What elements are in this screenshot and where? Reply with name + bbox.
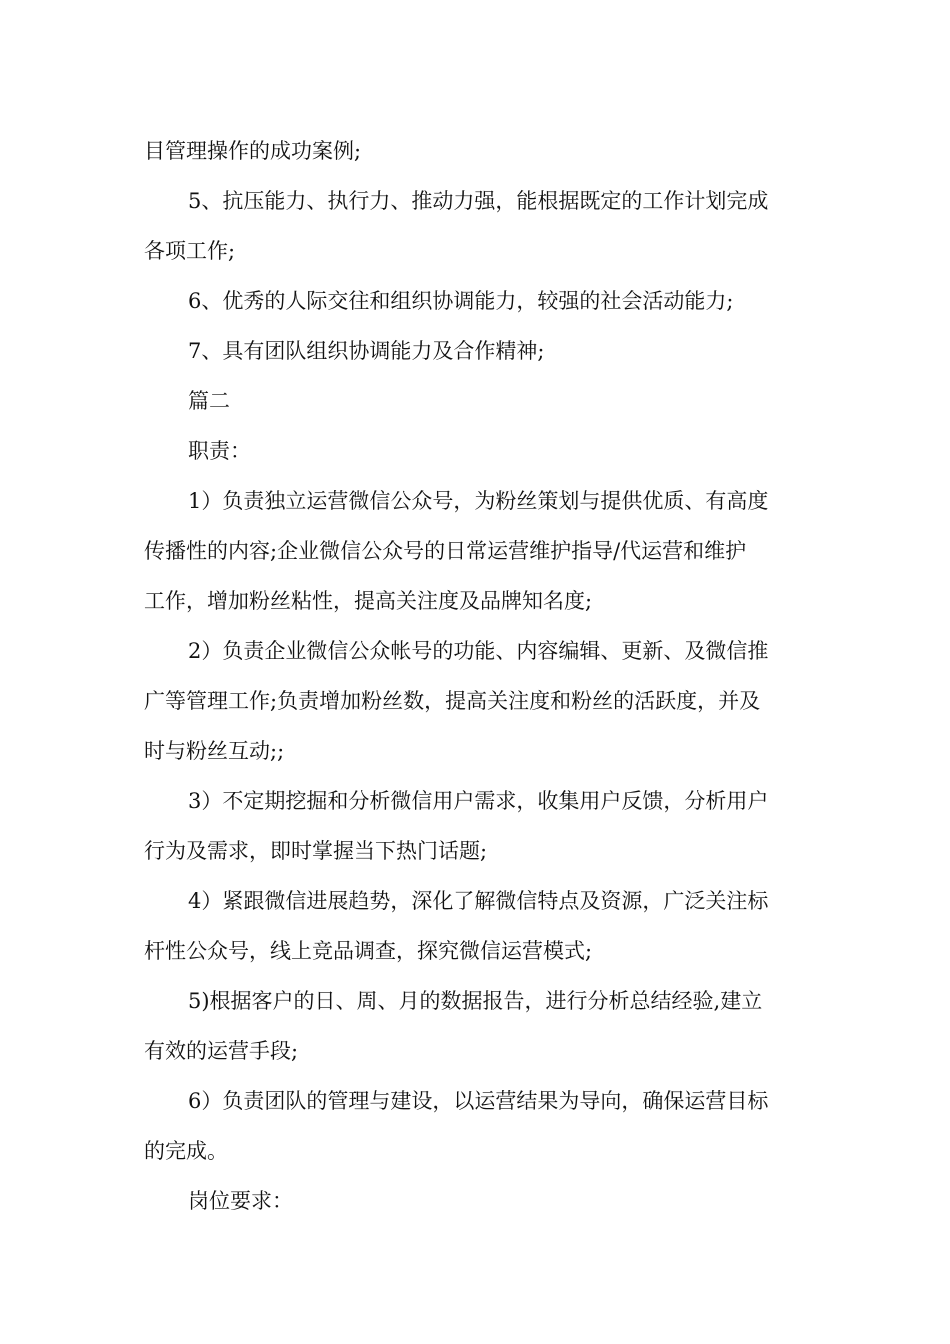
text-line: 5)根据客户的日、周、月的数据报告，进行分析总结经验,建立 [188,989,763,1013]
text-line: 行为及需求，即时掌握当下热门话题; [144,839,488,863]
text-line: 各项工作; [144,239,236,263]
text-line: 广等管理工作;负责增加粉丝数，提高关注度和粉丝的活跃度，并及 [144,689,761,713]
text-line: 3）不定期挖掘和分析微信用户需求，收集用户反馈，分析用户 [188,789,769,813]
text-line: 6、优秀的人际交往和组织协调能力，较强的社会活动能力; [188,289,734,313]
section-heading: 篇二 [188,389,230,413]
text-line: 4）紧跟微信进展趋势，深化了解微信特点及资源，广泛关注标 [188,889,769,913]
text-line: 1）负责独立运营微信公众号，为粉丝策划与提供优质、有高度 [188,489,769,513]
text-line: 7、具有团队组织协调能力及合作精神; [188,339,545,363]
text-line: 6）负责团队的管理与建设，以运营结果为导向，确保运营目标 [188,1089,769,1113]
text-line: 5、抗压能力、执行力、推动力强，能根据既定的工作计划完成 [188,189,769,213]
text-line: 时与粉丝互动;; [144,739,285,763]
section-label: 职责： [188,439,251,463]
text-line: 目管理操作的成功案例; [144,139,362,163]
text-line: 的完成。 [144,1139,228,1163]
section-label: 岗位要求： [188,1189,293,1213]
text-line: 2）负责企业微信公众帐号的功能、内容编辑、更新、及微信推 [188,639,769,663]
text-line: 杆性公众号，线上竞品调查，探究微信运营模式; [144,939,593,963]
text-line: 有效的运营手段; [144,1039,299,1063]
text-line: 传播性的内容;企业微信公众号的日常运营维护指导/代运营和维护 [144,539,747,563]
text-line: 工作，增加粉丝粘性，提高关注度及品牌知名度; [144,589,593,613]
